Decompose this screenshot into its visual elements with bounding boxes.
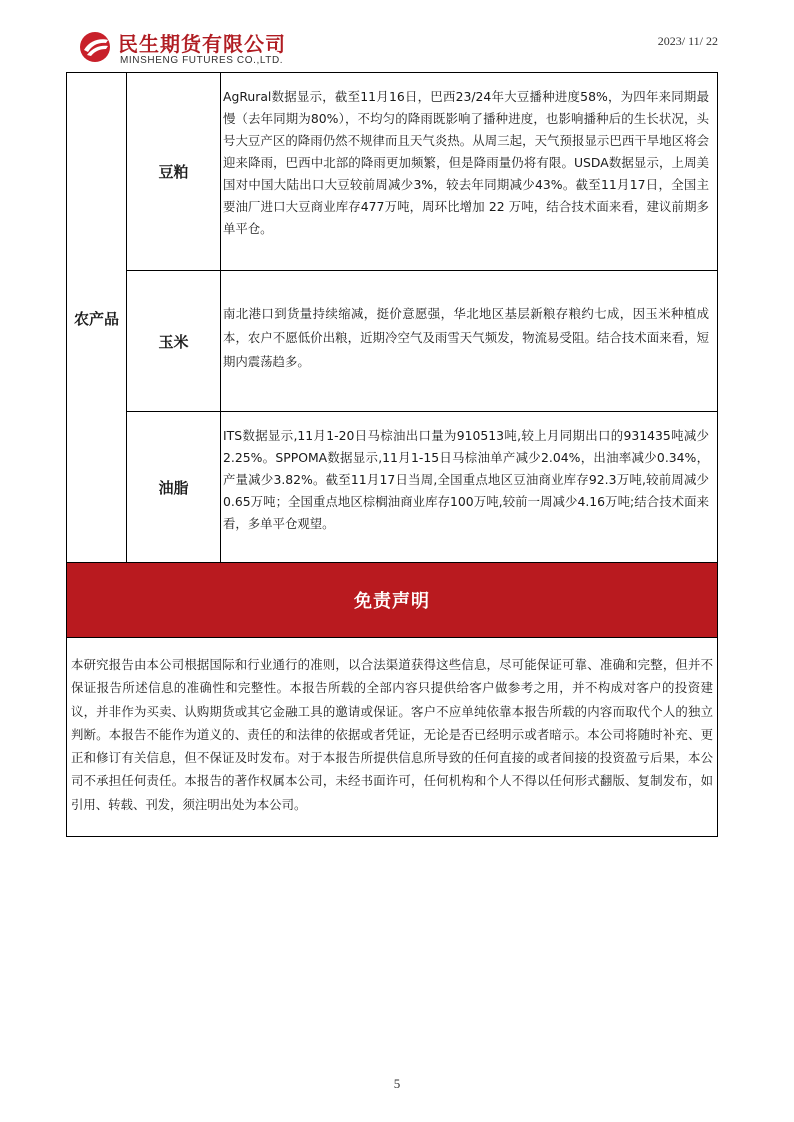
company-logo-icon: [78, 30, 112, 64]
commodity-table: [66, 72, 718, 563]
page-header: [0, 0, 794, 72]
page-number: 5: [393, 1076, 401, 1091]
analysis-text-oils: ITS数据显示,11月1-20日马棕油出口量为910513吨,较上月同期出口的931435吨减少2.25%。SPPOMA数据显示,11月1-15日马棕油单产减少2.04%，出油率减少0.34%，产量减少3.82%。截至11月17日当周,全国重点地区豆油商业库存92.3万吨,较前周减少0.65万吨；全国重点地区棕榈油商业库存100万吨,较前一周减少4.16万吨;结合技术面来看，多单平仓观望。: [223, 428, 709, 531]
item-cell-corn: 玉米: [127, 271, 221, 411]
item-cell-soymeal: 豆粕: [127, 73, 221, 270]
company-name-cn: 民生期货有限公司: [118, 32, 286, 56]
report-date: 2023/ 11/ 22: [657, 34, 718, 48]
category-cell: 农产品: [67, 73, 127, 563]
analysis-text-corn: 南北港口到货量持续缩减，挺价意愿强，华北地区基层新粮存粮约七成，因玉米种植成本，农户不愿低价出粮，近期冷空气及雨雪天气频发，物流易受阻。结合技术面来看，短期内震荡趋多。: [223, 306, 709, 369]
company-name-en: MINSHENG FUTURES CO.,LTD.: [120, 55, 284, 66]
analysis-text-soymeal: AgRural数据显示，截至11月16日，巴西23/24年大豆播种进度58%，为四年来同期最慢（去年同期为80%），不均匀的降雨既影响了播种进度，也影响播种后的生长状况，头号大豆产区的降雨仍然不规律而且天气炎热。从周三起，天气预报显示巴西干旱地区将会迎来降雨，巴西中北部的降雨更加频繁，但是降雨量仍将有限。USDA数据显示，上周美国对中国大陆出口大豆较前周减少3%，较去年同期减少43%。截至11月17日，全国主要油厂进口大豆商业库存477万吨，周环比增加 22 万吨，结合技术面来看，建议前期多单平仓。: [223, 89, 709, 236]
disclaimer-title: 免责声明: [66, 562, 718, 638]
disclaimer-body: 本研究报告由本公司根据国际和行业通行的准则，以合法渠道获得这些信息，尽可能保证可靠、准确和完整，但并不保证报告所述信息的准确性和完整性。本报告所载的全部内容只提供给客户做参考之用，并不构成对客户的投资建议，并非作为买卖、认购期货或其它金融工具的邀请或保证。客户不应单纯依靠本报告所载的内容而取代个人的独立判断。本报告不能作为道义的、责任的和法律的依据或者凭证，无论是否已经明示或者暗示。本公司将随时补充、更正和修订有关信息，但不保证及时发布。对于本报告所提供信息所导致的任何直接的或者间接的投资盈亏后果，本公司不承担任何责任。本报告的著作权属本公司，未经书面许可，任何机构和个人不得以任何形式翻版、复制发布，如引用、转载、刊发，须注明出处为本公司。: [66, 637, 718, 837]
item-cell-oils: 油脂: [127, 412, 221, 563]
